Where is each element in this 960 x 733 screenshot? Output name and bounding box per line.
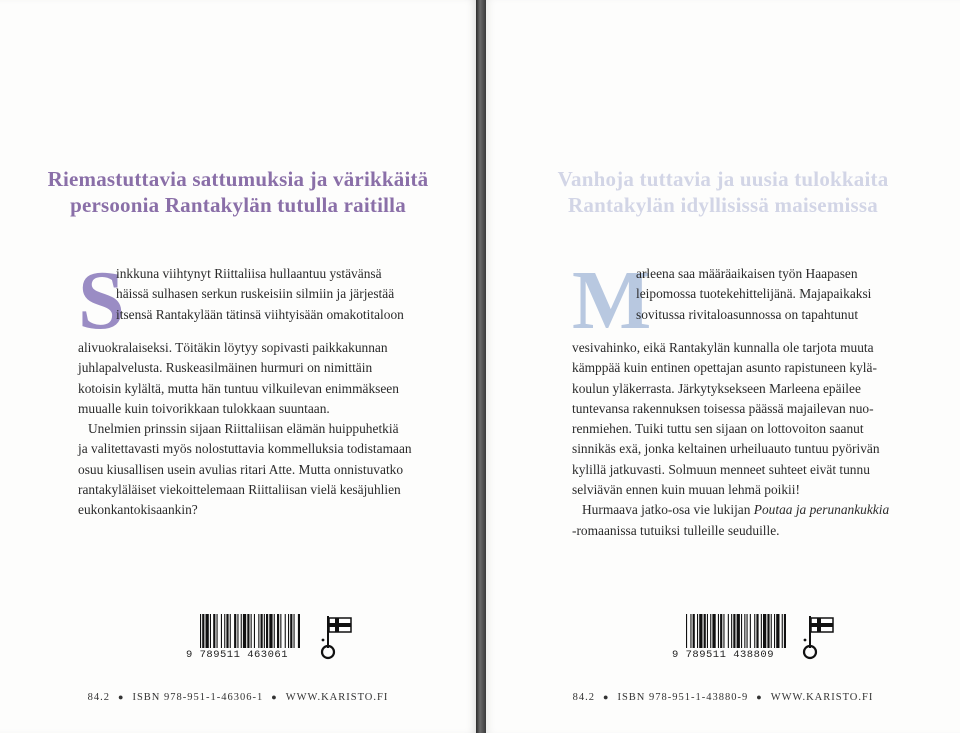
blurb-line: muualle kuin toivorikkaan tulokkaan suuntaan. xyxy=(78,400,330,416)
blurb-line: arleena saa määräaikaisen työn Haapasen xyxy=(636,266,858,281)
blurb-line: kotoisin kylältä, mutta hän tuntuu vilkuilevan enimmäkseen xyxy=(78,380,399,396)
isbn-barcode xyxy=(672,612,792,662)
dropcap-letter: S xyxy=(78,254,125,347)
barcode-digits: 9 789511 463061 xyxy=(186,649,289,661)
blurb-line: vesivahinko, eikä Rantakylän kunnalla ole tarjota muuta xyxy=(572,340,874,355)
blurb-line xyxy=(572,500,894,520)
blurb-line: häissä sulhasen serkun ruskeisiin silmiin ja järjestää xyxy=(116,286,395,302)
barcode-bars xyxy=(200,614,300,648)
publisher-flag-logo-icon xyxy=(802,612,838,660)
blurb-line: juhlapalvelusta. Ruskeasilmäinen hurmuri on nimittäin xyxy=(78,360,373,376)
headline-line: Rantakylän idyllisissä maisemissa xyxy=(568,193,878,217)
left-cover-headline xyxy=(0,166,476,218)
left-book-back-cover xyxy=(0,0,476,733)
blurb-line: kylillä jatkuvasti. Solmuun menneet suhteet eivät tunnu xyxy=(572,461,870,477)
dropcap-letter: M xyxy=(572,254,652,347)
left-cover-footer: 84.2 ● ISBN 978-951-1-46306-1 ● WWW.KARISTO.FI xyxy=(87,692,389,703)
blurb-line: tuntevansa rakennuksen toisessa päässä majailevan nuo- xyxy=(572,400,874,416)
right-cover-blurb xyxy=(572,254,894,541)
isbn-text: ISBN 978-951-1-46306-1 xyxy=(132,692,264,703)
publisher-flag-logo-icon xyxy=(320,612,356,660)
blurb-line: koulun yläkerrasta. Järkytyksekseen Marleena epäilee xyxy=(572,380,861,396)
blurb-line: osuu kiusallisen usein avulias ritari Atte. Mutta onnistuvatko xyxy=(78,461,404,477)
blurb-line: ja valitettavasti myös nolostuttavia kommelluksia todistamaan xyxy=(78,441,412,457)
headline-line: persoonia Rantakylän tutulla raitilla xyxy=(70,193,406,217)
isbn-text: ISBN 978-951-1-43880-9 xyxy=(617,692,749,703)
blurb-line: sovitussa rivitaloasunnossa on tapahtunut xyxy=(636,306,859,322)
blurb-line: selviävän ennen kuin muuan lehmä poikii! xyxy=(572,482,800,498)
barcode-bars xyxy=(686,614,786,648)
right-cover-headline xyxy=(486,166,960,218)
library-class: 84.2 xyxy=(87,692,111,703)
left-cover-blurb xyxy=(78,254,424,521)
blurb-line: kämppää kuin entinen opettajan asunto rapistuneen kylä- xyxy=(572,360,877,376)
blurb-line: sinnikäs exä, jonka keltainen urheiluauto tuntuu pyörivän xyxy=(572,441,880,457)
publisher-website: WWW.KARISTO.FI xyxy=(770,692,874,703)
blurb-line: rantakyläläiset viekoittelemaan Riittaliisan vielä kesäjuhlien xyxy=(78,482,401,498)
blurb-text: Hurmaava jatko-osa vie lukijan xyxy=(582,502,754,518)
library-class: 84.2 xyxy=(572,692,596,703)
blurb-line: itsensä Rantakylään tätinsä viihtyisään omakotitaloon xyxy=(116,306,404,322)
blurb-line: leipomossa tuotekehittelijänä. Majapaikaksi xyxy=(636,286,872,302)
blurb-line: eukonkantokisaankin? xyxy=(78,502,198,518)
barcode-digits: 9 789511 438809 xyxy=(672,649,775,661)
blurb-line: -romaanissa tutuiksi tulleille seuduille. xyxy=(572,522,780,538)
book-gap-divider xyxy=(476,0,486,733)
right-cover-footer: 84.2 ● ISBN 978-951-1-43880-9 ● WWW.KARISTO.FI xyxy=(572,692,874,703)
publisher-website: WWW.KARISTO.FI xyxy=(285,692,389,703)
isbn-barcode xyxy=(186,612,306,662)
blurb-line: inkkuna viihtynyt Riittaliisa hullaantuu ystävänsä xyxy=(116,266,382,281)
blurb-line: renmiehen. Tuiki tuttu sen sijaan on lottovoiton saanut xyxy=(572,421,864,437)
headline-line: Vanhoja tuttavia ja uusia tulokkaita xyxy=(557,167,889,191)
blurb-line: Unelmien prinssin sijaan Riittaliisan elämän huippuhetkiä xyxy=(88,421,399,437)
book-title-reference: Poutaa ja perunankukkia xyxy=(753,502,890,518)
right-book-back-cover xyxy=(486,0,960,733)
blurb-line: alivuokralaiseksi. Töitäkin löytyy sopivasti paikkakunnan xyxy=(78,340,388,355)
headline-line: Riemastuttavia sattumuksia ja värikkäitä xyxy=(47,167,429,191)
